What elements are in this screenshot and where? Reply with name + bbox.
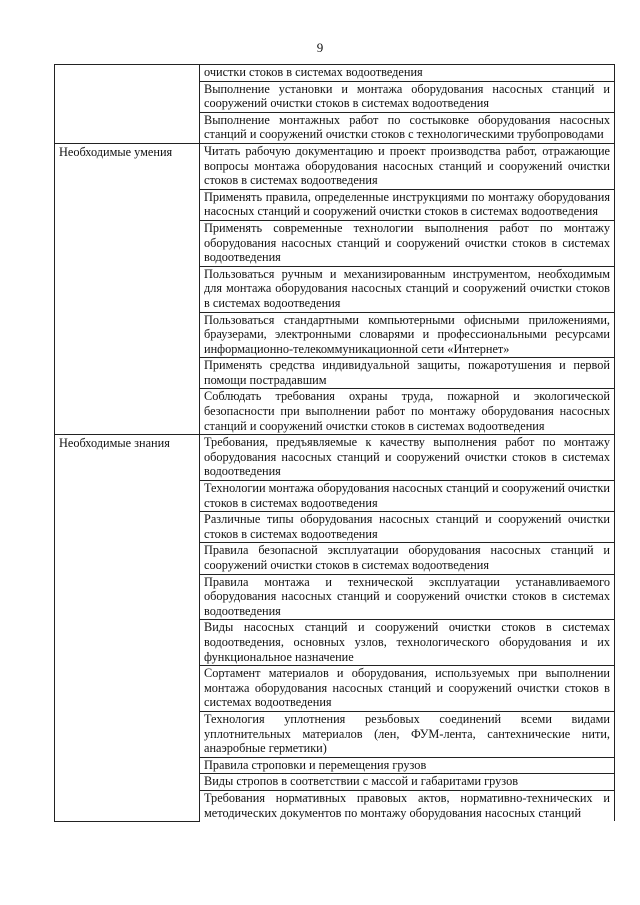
table-cell: Сортамент материалов и оборудования, используемых при выполнении монтажа оборудования насосных станций и сооружений очистки стоков в системах водоотведения: [200, 666, 615, 712]
table-cell: Виды стропов в соответствии с массой и габаритами грузов: [200, 774, 615, 791]
table-cell: Требования нормативных правовых актов, нормативно-технических и методических документов по монтажу оборудования насосных станций: [200, 790, 615, 821]
table-cell: очистки стоков в системах водоотведения: [200, 65, 615, 82]
table-cell: Читать рабочую документацию и проект производства работ, отражающие вопросы монтажа оборудования насосных станций и сооружений очистки стоков в системах водоотведения: [200, 143, 615, 189]
table-row: [55, 65, 615, 82]
page-number: 9: [316, 40, 324, 55]
knowledge-label: Необходимые знания: [55, 435, 200, 821]
table-cell: Правила монтажа и технической эксплуатации устанавливаемого оборудования насосных станций и сооружений очистки стоков в системах водоотведения: [200, 574, 615, 620]
table-cell: Правила строповки и перемещения грузов: [200, 757, 615, 774]
table-cell: Применять современные технологии выполнения работ по монтажу оборудования насосных станций и сооружений очистки стоков в системах водоотведения: [200, 220, 615, 266]
table-cell: Пользоваться стандартными компьютерными офисными приложениями, браузерами, электронными словарями и профессиональными ресурсами информационно-телекоммуникационной сети «Интернет»: [200, 312, 615, 358]
table-cell: Применять правила, определенные инструкциями по монтажу оборудования насосных станций и сооружений очистки стоков в системах водоотведения: [200, 189, 615, 220]
table-row: [55, 143, 615, 189]
table-cell: Выполнение монтажных работ по состыковке оборудования насосных станций и сооружений очистки стоков с технологическими трубопроводами: [200, 112, 615, 143]
table-cell: Виды насосных станций и сооружений очистки стоков в системах водоотведения, основных узлов, технологического оборудования и их функциональное назначение: [200, 620, 615, 666]
table-cell: Выполнение установки и монтажа оборудования насосных станций и сооружений очистки стоков в системах водоотведения: [200, 81, 615, 112]
table-cell: Соблюдать требования охраны труда, пожарной и экологической безопасности при выполнении работ по монтажу оборудования насосных станций и сооружений очистки стоков в системах водоотведения: [200, 389, 615, 435]
table-cell: Технология уплотнения резьбовых соединений всеми видами уплотнительных материалов (лен, ФУМ-лента, сантехнические нити, анаэробные герметики): [200, 711, 615, 757]
skills-label: Необходимые умения: [55, 143, 200, 434]
table-cell: Требования, предъявляемые к качеству выполнения работ по монтажу оборудования насосных станций и сооружений очистки стоков в системах водоотведения: [200, 435, 615, 481]
table-cell: Технологии монтажа оборудования насосных станций и сооружений очистки стоков в системах водоотведения: [200, 481, 615, 512]
table-cell: Пользоваться ручным и механизированным инструментом, необходимым для монтажа оборудования насосных станций и сооружений очистки стоков в системах водоотведения: [200, 266, 615, 312]
table-cell: Правила безопасной эксплуатации оборудования насосных станций и сооружений очистки стоков в системах водоотведения: [200, 543, 615, 574]
table-row: [55, 435, 615, 481]
table-cell: Различные типы оборудования насосных станций и сооружений очистки стоков в системах водоотведения: [200, 512, 615, 543]
empty-label-cell: [55, 65, 200, 144]
competency-table: [54, 64, 615, 822]
table-cell: Применять средства индивидуальной защиты, пожаротушения и первой помощи пострадавшим: [200, 358, 615, 389]
